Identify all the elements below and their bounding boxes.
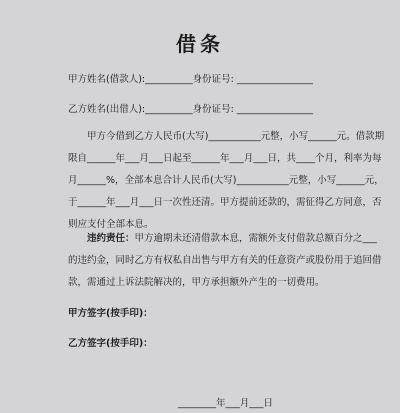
party-a-signature-label: 甲方签字(按手印)： — [68, 308, 153, 319]
party-b-info-line: 乙方姓名(出借人):__________身份证号: ________________ — [68, 104, 313, 115]
party-b-signature-label: 乙方签字(按手印)： — [68, 338, 153, 349]
liability-paragraph — [68, 228, 386, 294]
document-title: 借条 — [176, 32, 224, 56]
liability-label: 违约责任： — [87, 233, 135, 244]
date-line: ________年___月___日 — [178, 398, 274, 409]
liability-text: 甲方逾期未还清借款本息，需额外支付借款总额百分之___的违约金，同时乙方有权私自出售与甲方有关的任意资产或股份用于追回借款，需通过上诉法院解决的，甲方承担额外产生的一切费用。 — [68, 233, 382, 288]
loan-terms-paragraph: 甲方今借到乙方人民币(大写)___________元整，小写______元。借款期限自______年___月___日起至______年___月___日，共____个月，利率为每月______%，全部本息合计人民币(大写)___________元整，小写______元，于______年___月___日一次性还清。甲方提前还款的，需征得乙方同意，否则应支付全部本息。 — [68, 131, 385, 230]
party-a-info-line: 甲方姓名(借款人):__________身份证号: ________________ — [68, 74, 313, 85]
